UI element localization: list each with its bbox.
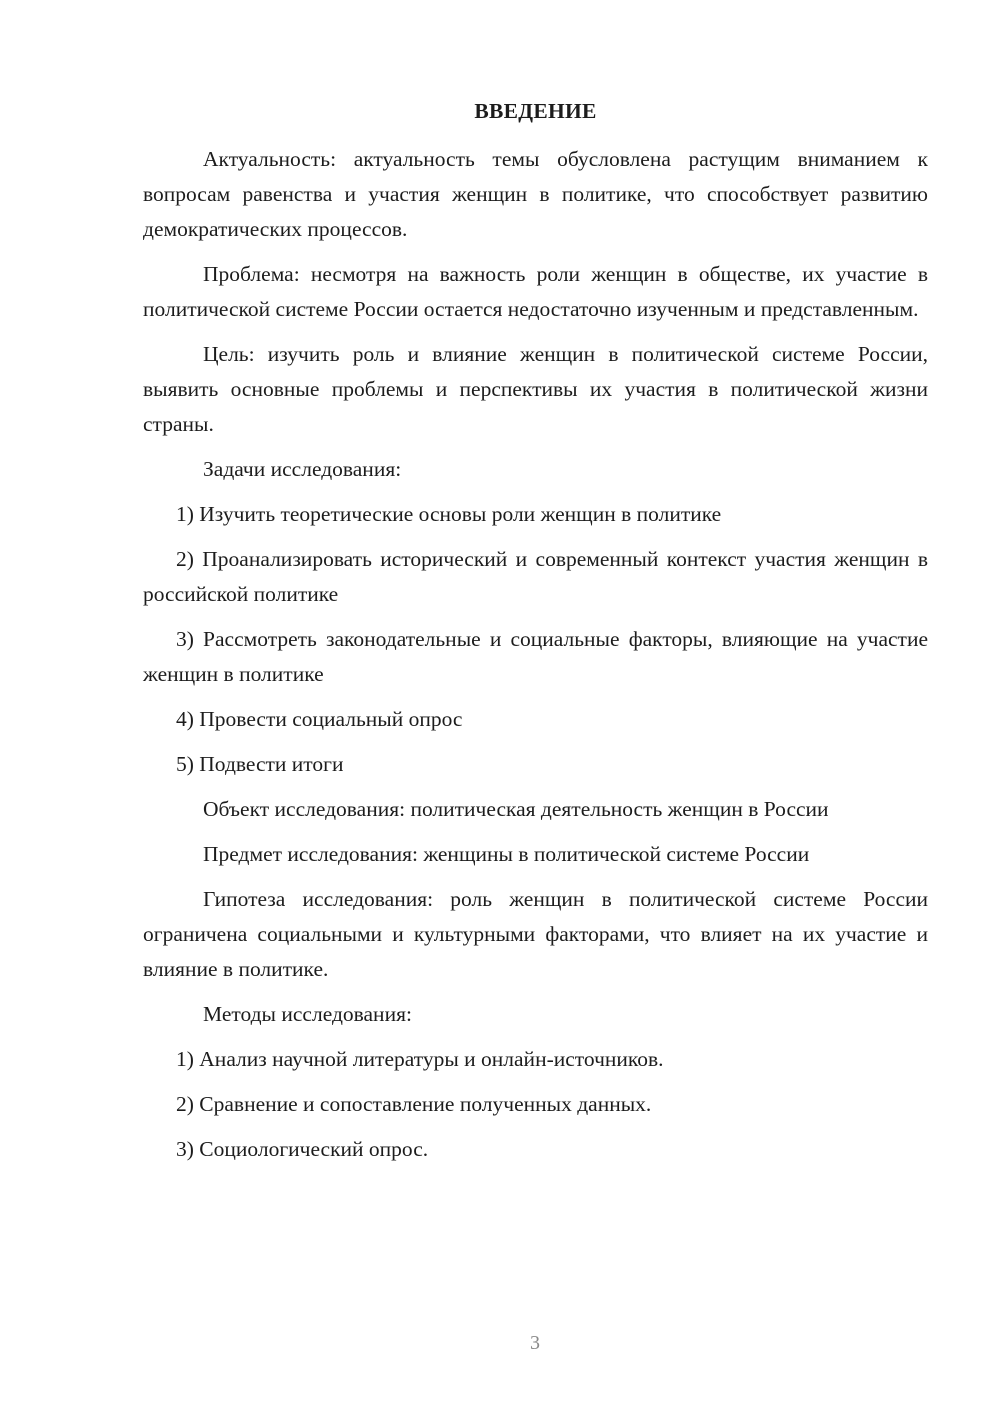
methods-heading: Методы исследования: bbox=[203, 1002, 412, 1026]
document-page bbox=[143, 94, 928, 1177]
method-item: 1) Анализ научной литературы и онлайн-источников. bbox=[176, 1047, 664, 1071]
goal-paragraph: Цель: изучить роль и влияние женщин в политической системе России, выявить основные проблемы и перспективы их участия в политической жизни страны. bbox=[143, 342, 928, 436]
task-item: 1) Изучить теоретические основы роли женщин в политике bbox=[176, 502, 722, 526]
method-item: 2) Сравнение и сопоставление полученных данных. bbox=[176, 1092, 652, 1116]
object-paragraph: Объект исследования: политическая деятельность женщин в России bbox=[203, 797, 829, 821]
problem-paragraph: Проблема: несмотря на важность роли женщин в обществе, их участие в политической системе России остается недостаточно изученным и представленным. bbox=[143, 262, 928, 321]
task-item: 2) Проанализировать исторический и современный контекст участия женщин в российской политике bbox=[143, 547, 928, 606]
relevance-paragraph: Актуальность: актуальность темы обусловлена растущим вниманием к вопросам равенства и участия женщин в политике, что способствует развитию демократических процессов. bbox=[143, 147, 928, 241]
task-item: 4) Провести социальный опрос bbox=[176, 707, 463, 731]
method-item: 3) Социологический опрос. bbox=[176, 1137, 429, 1161]
task-item: 3) Рассмотреть законодательные и социальные факторы, влияющие на участие женщин в политике bbox=[143, 627, 928, 686]
page-number: 3 bbox=[530, 1332, 540, 1354]
tasks-heading: Задачи исследования: bbox=[203, 457, 402, 481]
subject-paragraph: Предмет исследования: женщины в политической системе России bbox=[203, 842, 810, 866]
section-title: ВВЕДЕНИЕ bbox=[474, 99, 597, 123]
hypothesis-paragraph: Гипотеза исследования: роль женщин в политической системе России ограничена социальными и культурными факторами, что влияет на их участие и влияние в политике. bbox=[143, 887, 928, 981]
task-item: 5) Подвести итоги bbox=[176, 752, 344, 776]
